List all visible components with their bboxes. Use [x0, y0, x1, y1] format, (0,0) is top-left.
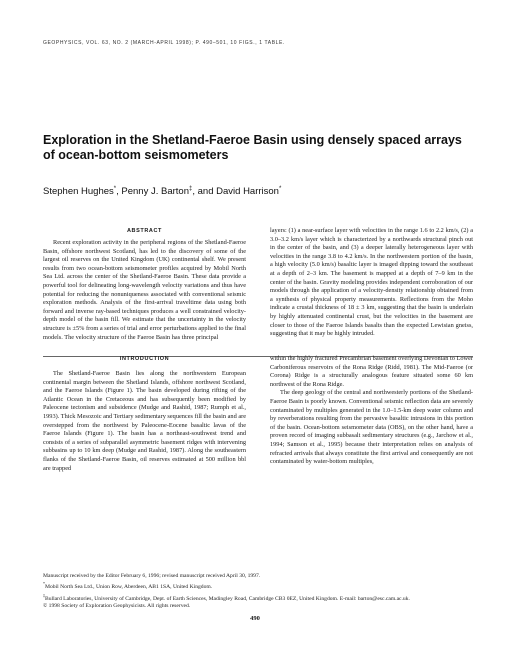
running-head: GEOPHYSICS, VOL. 63, NO. 2 (MARCH-APRIL 1998); P. 490–501, 10 FIGS., 1 TABLE. — [43, 40, 285, 46]
body-column-right — [270, 355, 473, 467]
body-paragraph: The deep geology of the central and northwesterly portions of the Shetland-Faeroe Basin is poorly known. Conventional seismic reflection data are severely contaminated by multiples generated in the 1.0–1.5-km deep water column and by reverberations resulting from the pervasive basaltic intrusions in this portion of the basin. Ocean-bottom seismometer data (OBS), on the other hand, have a proven record of imaging subbasalt sedimentary structures (e.g., Jarchow et al., 1994; Samson et al., 1995) because their interpretation relies on analysis of refracted arrivals that always constitute the first arrival and consequently are not contaminated by water-bottom multiples, — [270, 389, 473, 466]
affiliation-mark: * — [113, 186, 117, 192]
footnote-received: Manuscript received by the Editor February 6, 1996; revised manuscript received April 30, 1997. — [43, 573, 261, 579]
author-name: David Harrison — [216, 186, 279, 198]
author-separator: , and — [192, 186, 217, 198]
footnotes — [43, 573, 473, 610]
body-paragraph-continued: within the highly fractured Precambrian basement overlying Devonian to Lower Carboniferous reservoirs of the Rona Ridge (Ridd, 1981). The Mid-Faeroe (or Corona) Ridge is a structurally analogous feature situated some 60 km northwest of the Rona Ridge. — [270, 355, 473, 388]
author-list — [43, 186, 473, 197]
paper-title: Exploration in the Shetland-Faeroe Basin using densely spaced arrays of ocean-bottom seismometers — [43, 133, 462, 162]
abstract-paragraph: Recent exploration activity in the peripheral regions of the Shetland-Faeroe Basin, offshore northwest Scotland, has led to the discovery of some of the largest oil reserves on the United Kingdom (UK) continental shelf. We present results from two ocean-bottom seismometer profiles acquired by Mobil North Sea Ltd. across the center of the Shetland-Faeroe Basin. These data provide a powerful tool for delineating long-wavelength velocity variations and thus have potential for reducing the nonuniqueness associated with conventional seismic exploration methods. Analysis of the first-arrival traveltime data using both forward and inverse ray-based techniques produces a well constrained velocity-depth model of the basin fill. We estimate that the uncertainty in the velocity structure is ±5% from a series of trial and error perturbations applied to the final models. The velocity structure of the Faeroe Basin has three principal — [43, 239, 246, 341]
introduction-heading: INTRODUCTION — [119, 356, 170, 362]
body-column-left — [43, 370, 246, 473]
author-name: Stephen Hughes — [43, 186, 114, 198]
affiliation-mark: * — [43, 581, 45, 587]
abstract-heading: ABSTRACT — [126, 228, 163, 234]
footnote-affiliation — [43, 592, 473, 603]
affiliation-mark: * — [278, 186, 282, 192]
abstract-column-left — [43, 239, 246, 342]
footnote-text: Mobil North Sea Ltd., Union Row, Aberdeen, AB1 1SA, United Kingdom. — [45, 584, 213, 591]
footnote-text: Bullard Laboratories, University of Cambridge, Dept. of Earth Sciences, Madingley Road, Cambridge CB3 0EZ, United Kingdom. E-mail: barton@esc.cam.ac.uk. — [45, 595, 410, 602]
author-separator: , — [116, 186, 122, 198]
affiliation-mark: ‡ — [189, 186, 193, 192]
affiliation-mark: ‡ — [43, 592, 45, 598]
abstract-paragraph-continued: layers: (1) a near-surface layer with velocities in the range 1.6 to 2.2 km/s, (2) a 3.0–3.2 km/s layer which is characterized by a northwards structural pinch out in the center of the basin, and (3) a deeper laterally heterogeneous layer with velocities in the range 3.8 to 4.2 km/s. In the northwestern portion of the basin, a high velocity (5.0 km/s) basaltic layer is imaged dipping toward the southeast at a depth of 2–3 km. The basement is mapped at a depth of 7–9 km in the center of the basin. Gravity modeling provides independent corroboration of our models through the application of a velocity-density relationship obtained from a synthesis of physical property measurements. Reflections from the Moho indicate a crustal thickness of 18 ± 3 km, suggesting that the basin is underlain by highly attenuated continental crust, but the velocities in the basement are closer to those of the Faeroe Islands basalts than the expected Lewisian gneiss, suggesting that it may be highly intruded. — [270, 227, 473, 338]
author-name: Penny J. Barton — [121, 186, 190, 198]
footnote-copyright: © 1998 Society of Exploration Geophysicists. All rights reserved. — [43, 602, 191, 609]
abstract-column-right — [270, 227, 473, 339]
page-number: 490 — [250, 615, 260, 622]
footnote-affiliation — [43, 580, 473, 591]
body-paragraph: The Shetland-Faeroe Basin lies along the northwestern European continental margin between the Shetland Islands, offshore northwest Scotland, and the Faeroe Islands (Figure 1). The basin developed during rifting of the Atlantic Ocean in the Cretaceous and has subsequently been modified by Paleocene tectonism and subsidence (Mudge and Rashid, 1987; Rumph et al., 1993). Thick Mesozoic and Tertiary sedimentary sequences fill the basin and are overstepped from the northwest by Paleocene-Eocene basaltic lavas of the Faeroe Islands (Figure 1). The basin has a northeast-southwest trend and consists of a series of subparallel asymmetric basement ridges with intervening subbasins up to 10 km deep (Mudge and Rashid, 1987). Along the southeastern flanks of the Shetland-Faeroe Basin, oil reserves estimated at 500 million bbl are trapped — [43, 370, 246, 472]
